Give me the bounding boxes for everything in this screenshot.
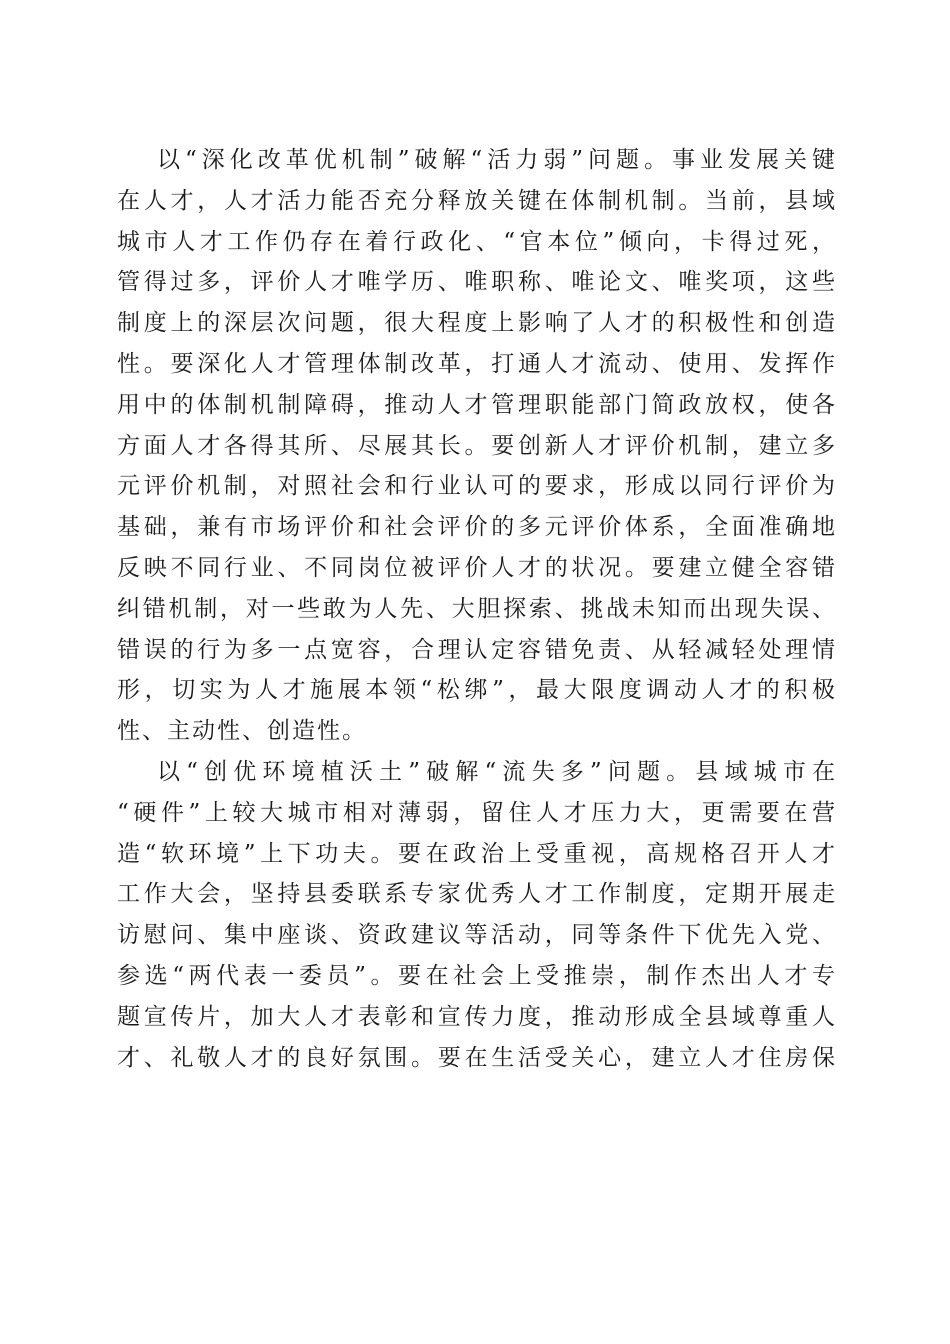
- text-line: 以“创优环境植沃土”破解“流失多”问题。县域城市在: [157, 758, 837, 785]
- text-line: 造“软环境”上下功夫。要在政治上受重视，高规格召开人才: [117, 840, 837, 867]
- text-line: 参选“两代表一委员”。要在社会上受推崇，制作杰出人才专: [117, 962, 837, 989]
- text-line: 在人才，人才活力能否充分释放关键在体制机制。当前，县域: [117, 187, 837, 214]
- text-line: “硬件”上较大城市相对薄弱，留住人才压力大，更需要在营: [117, 799, 837, 826]
- text-line: 形，切实为人才施展本领“松绑”，最大限度调动人才的积极: [117, 677, 837, 704]
- text-line: 元评价机制，对照社会和行业认可的要求，形成以同行评价为: [117, 473, 837, 500]
- text-line: 用中的体制机制障碍，推动人才管理职能部门简政放权，使各: [117, 391, 837, 418]
- text-line: 错误的行为多一点宽容，合理认定容错免责、从轻减轻处理情: [117, 636, 837, 663]
- text-line: 反映不同行业、不同岗位被评价人才的状况。要建立健全容错: [117, 554, 837, 581]
- paragraph-1: [117, 140, 837, 752]
- text-line: 基础，兼有市场评价和社会评价的多元评价体系，全面准确地: [117, 514, 837, 541]
- text-line: 工作大会，坚持县委联系专家优秀人才工作制度，定期开展走: [117, 881, 837, 908]
- text-line: 纠错机制，对一些敢为人先、大胆探索、挑战未知而出现失误、: [117, 595, 837, 622]
- text-line: 性。要深化人才管理体制改革，打通人才流动、使用、发挥作: [117, 350, 837, 377]
- text-line: 城市人才工作仍存在着行政化、“官本位”倾向，卡得过死，: [117, 228, 837, 255]
- text-line: 访慰问、集中座谈、资政建议等活动，同等条件下优先入党、: [117, 922, 837, 949]
- text-line: 题宣传片，加大人才表彰和宣传力度，推动形成全县域尊重人: [117, 1003, 837, 1030]
- text-line: 以“深化改革优机制”破解“活力弱”问题。事业发展关键: [157, 147, 837, 173]
- text-line: 性、主动性、创造性。: [117, 718, 367, 745]
- text-line: 才、礼敬人才的良好氛围。要在生活受关心，建立人才住房保: [117, 1044, 837, 1071]
- paragraph-2: [117, 752, 837, 1078]
- text-line: 制度上的深层次问题，很大程度上影响了人才的积极性和创造: [117, 310, 837, 337]
- text-line: 管得过多，评价人才唯学历、唯职称、唯论文、唯奖项，这些: [117, 269, 837, 296]
- body-text: [117, 140, 837, 1078]
- text-line: 方面人才各得其所、尽展其长。要创新人才评价机制，建立多: [117, 432, 837, 459]
